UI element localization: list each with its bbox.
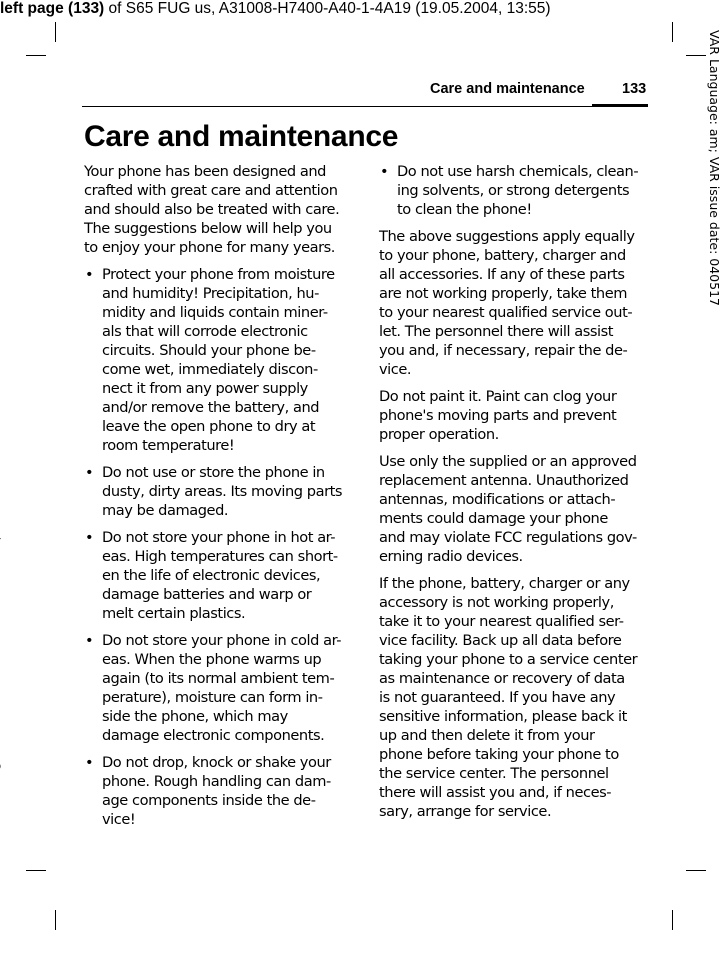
text-line: midity and liquids contain miner- <box>102 304 328 321</box>
text-line: Your phone has been designed and <box>84 163 326 180</box>
page-title: Care and maintenance <box>84 120 399 153</box>
text-line: replacement antenna. Unauthorized <box>379 472 629 489</box>
bullet-icon: • <box>85 266 94 283</box>
text-line: eas. High temperatures can short- <box>102 548 338 565</box>
text-line: let. The personnel there will assist <box>379 323 614 340</box>
text-line: all accessories. If any of these parts <box>379 266 625 283</box>
text-line: to enjoy your phone for many years. <box>84 239 335 256</box>
list-item <box>84 463 352 520</box>
text-line: circuits. Should your phone be- <box>102 342 316 359</box>
text-line: nect it from any power supply <box>102 380 308 397</box>
text-line: as maintenance or recovery of data <box>379 670 625 687</box>
copyright-path <box>0 376 1 960</box>
text-line: Do not store your phone in hot ar- <box>102 529 336 546</box>
crop-mark <box>55 22 56 42</box>
crop-mark <box>55 910 56 930</box>
crop-mark <box>26 55 46 56</box>
right-column <box>379 162 649 829</box>
text-line: eas. When the phone warms up <box>102 651 322 668</box>
text-line: sensitive information, please back it <box>379 708 627 725</box>
text-line: leave the open phone to dry at <box>102 418 316 435</box>
text-line: there will assist you and, if neces- <box>379 784 612 801</box>
text-line: and/or remove the battery, and <box>102 399 320 416</box>
paragraph <box>379 227 649 379</box>
text-line: Do not store your phone in cold ar- <box>102 632 342 649</box>
text-line: and humidity! Precipitation, hu- <box>102 285 319 302</box>
text-line: sary, arrange for service. <box>379 803 552 820</box>
text-line: taking your phone to a service center <box>379 651 638 668</box>
text-line: vice. <box>379 361 412 378</box>
bullet-icon: • <box>380 163 389 180</box>
text-line: als that will corrode electronic <box>102 323 308 340</box>
text-line: and should also be treated with care. <box>84 201 340 218</box>
language-issue-info: VAR Language: am; VAR issue date: 040517 <box>707 30 722 306</box>
text-line: Use only the supplied or an approved <box>379 453 637 470</box>
list-item <box>84 631 352 745</box>
text-line: Do not use or store the phone in <box>102 464 325 481</box>
text-line: damage batteries and warp or <box>102 586 312 603</box>
text-line: is not guaranteed. If you have any <box>379 689 616 706</box>
text-line: dusty, dirty areas. Its moving parts <box>102 483 343 500</box>
text-line: to your phone, battery, charger and <box>379 247 626 264</box>
text-line: crafted with great care and attention <box>84 182 338 199</box>
list-item <box>84 528 352 623</box>
right-margin-note <box>706 30 724 330</box>
text-line: to clean the phone! <box>397 201 532 218</box>
text-line: you and, if necessary, repair the de- <box>379 342 628 359</box>
text-line: come wet, immediately discon- <box>102 361 318 378</box>
left-margin-note <box>0 376 16 960</box>
bullet-icon: • <box>85 632 94 649</box>
header-rule <box>82 106 648 107</box>
text-line: ments could damage your phone <box>379 510 608 527</box>
text-line: accessory is not working properly, <box>379 594 614 611</box>
text-line: If the phone, battery, charger or any <box>379 575 630 592</box>
print-metadata <box>0 0 551 18</box>
crop-mark <box>672 22 673 42</box>
text-line: damage electronic components. <box>102 727 325 744</box>
left-column <box>84 162 352 837</box>
file-info: of S65 FUG us, A31008-H7400-A40-1-4A19 (19.05.2004, 13:55) <box>104 0 551 17</box>
paragraph <box>379 452 649 566</box>
text-line: take it to your nearest qualified ser- <box>379 613 624 630</box>
text-line: side the phone, which may <box>102 708 288 725</box>
text-line: The suggestions below will help you <box>84 220 332 237</box>
text-line: erning radio devices. <box>379 548 523 565</box>
paragraph <box>379 574 649 821</box>
text-line: Do not paint it. Paint can clog your <box>379 388 617 405</box>
text-line: Do not drop, knock or shake your <box>102 754 331 771</box>
bullet-list <box>84 265 352 829</box>
crop-mark <box>686 870 706 871</box>
crop-mark <box>686 55 706 56</box>
intro-paragraph <box>84 162 352 257</box>
text-line: The above suggestions apply equally <box>379 228 635 245</box>
text-line: and may violate FCC regulations gov- <box>379 529 637 546</box>
text-line: perature), moisture can form in- <box>102 689 323 706</box>
page-number: 133 <box>622 81 647 97</box>
text-line: vice! <box>102 811 136 828</box>
text-line: en the life of electronic devices, <box>102 567 321 584</box>
text-line: room temperature! <box>102 437 235 454</box>
text-line: melt certain plastics. <box>102 605 246 622</box>
page-number-rule <box>592 104 648 106</box>
crop-mark <box>672 910 673 930</box>
bullet-list <box>379 162 649 219</box>
list-item <box>84 753 352 829</box>
text-line: are not working properly, take them <box>379 285 628 302</box>
running-header-title: Care and maintenance <box>430 81 585 97</box>
list-item <box>84 265 352 455</box>
text-line: phone. Rough handling can dam- <box>102 773 331 790</box>
bullet-icon: • <box>85 529 94 546</box>
text-line: to your nearest qualified service out- <box>379 304 633 321</box>
bullet-icon: • <box>85 464 94 481</box>
text-line: ing solvents, or strong detergents <box>397 182 630 199</box>
paragraph <box>379 387 649 444</box>
list-item <box>379 162 649 219</box>
text-line: phone's moving parts and prevent <box>379 407 617 424</box>
text-line: phone before taking your phone to <box>379 746 619 763</box>
crop-mark <box>26 870 46 871</box>
text-line: Protect your phone from moisture <box>102 266 335 283</box>
text-line: age components inside the de- <box>102 792 316 809</box>
text-line: proper operation. <box>379 426 499 443</box>
page-label: left page (133) <box>0 0 105 17</box>
text-line: Do not use harsh chemicals, clean- <box>397 163 639 180</box>
text-line: up and then delete it from your <box>379 727 595 744</box>
text-line: again (to its normal ambient tem- <box>102 670 335 687</box>
text-line: may be damaged. <box>102 502 229 519</box>
text-line: vice facility. Back up all data before <box>379 632 622 649</box>
bullet-icon: • <box>85 754 94 771</box>
text-line: antennas, modifications or attach- <box>379 491 616 508</box>
text-line: the service center. The personnel <box>379 765 609 782</box>
